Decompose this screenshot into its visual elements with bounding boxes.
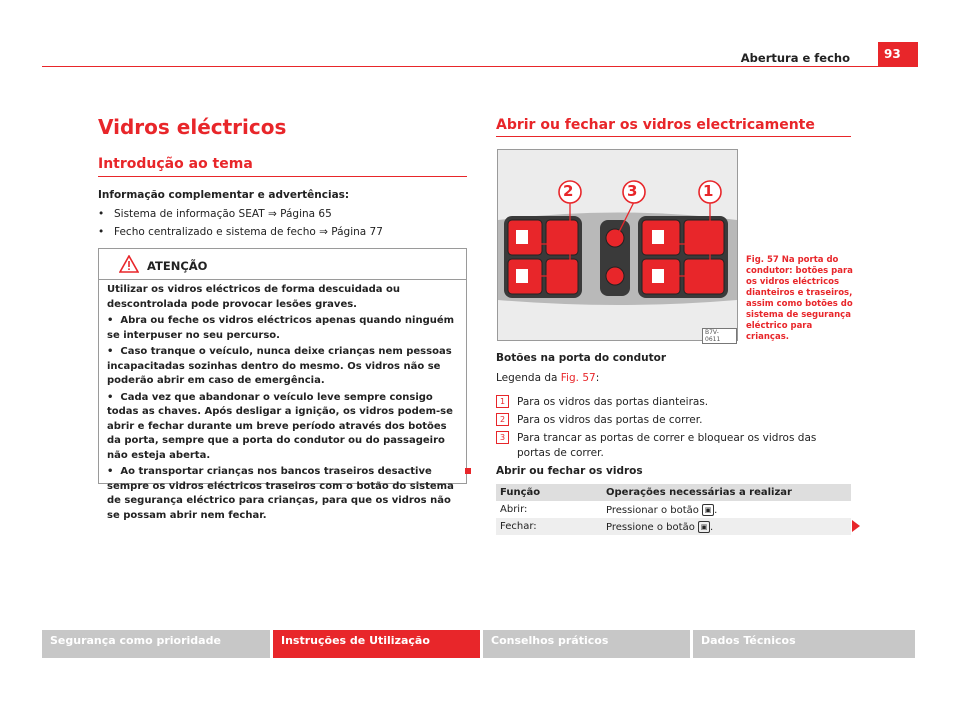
intro-text: Informação complementar e advertências: xyxy=(98,189,350,201)
window-switch-panel-illustration xyxy=(498,150,737,340)
window-button-icon: ▣ xyxy=(698,521,710,533)
legend-item xyxy=(496,413,847,428)
callout-2: 2 xyxy=(563,182,574,200)
callout-3: 3 xyxy=(627,182,638,200)
section-rule xyxy=(496,136,851,137)
bullet-text: Sistema de informação SEAT ⇒ Página 65 xyxy=(114,208,332,220)
warning-item: • Ao transportar crianças nos bancos traseiros desactive sempre os vidros eléctricos traseiros com o botão do sistema de segurança eléctrico para crianças, para que os vidros não se possam abrir nem fechar. xyxy=(107,466,454,521)
continue-arrow-icon xyxy=(852,520,860,532)
legend-number: 1 xyxy=(496,395,509,408)
bullet-dot-icon: • xyxy=(107,466,121,477)
footer-tab-safety[interactable]: Segurança como prioridade xyxy=(42,630,270,658)
legend-intro: Legenda da Fig. 57: xyxy=(496,372,600,384)
table-cell: Fechar: xyxy=(500,521,537,532)
subtitle-rule xyxy=(98,176,467,177)
bullet-dot-icon: • xyxy=(98,208,105,220)
window-button-icon: ▣ xyxy=(702,504,714,516)
warning-title: ATENÇÃO xyxy=(147,259,208,273)
legend-number: 3 xyxy=(496,431,509,444)
header-rule xyxy=(42,66,918,67)
table-cell: Pressionar o botão ▣ . xyxy=(606,504,718,516)
page-number: 93 xyxy=(878,42,918,66)
warning-item: • Cada vez que abandonar o veículo leve sempre consigo todas as chaves. Após desligar a ignição, os vidros podem-se abrir e fechar durante um breve período através dos botões da porta, sempre que a porta do condutor ou do passageiro não esteja aberta. xyxy=(107,391,453,461)
table-heading: Abrir ou fechar os vidros xyxy=(496,465,643,477)
figure-code: B7V-0611 xyxy=(702,328,737,344)
table-header-row xyxy=(496,484,851,501)
bullet-dot-icon: • xyxy=(107,391,121,403)
section-title: Abrir ou fechar os vidros electricamente xyxy=(496,117,815,133)
footer-tab-instructions[interactable]: Instruções de Utilização xyxy=(273,630,480,658)
legend-text: Para os vidros das portas dianteiras. xyxy=(517,396,709,408)
table-header-cell: Função xyxy=(500,487,541,498)
legend-number: 2 xyxy=(496,413,509,426)
legend-text: Para os vidros das portas de correr. xyxy=(517,414,703,426)
callout-1: 1 xyxy=(703,182,714,200)
table-cell: Pressione o botão ▣ . xyxy=(606,521,714,533)
bullet-item[interactable] xyxy=(98,226,383,238)
table-cell: Abrir: xyxy=(500,504,528,515)
section-subtitle: Introdução ao tema xyxy=(98,156,253,172)
table-header-cell: Operações necessárias a realizar xyxy=(606,487,792,498)
footer-tab-technical[interactable]: Dados Técnicos xyxy=(693,630,915,658)
legend-text: Para trancar as portas de correr e bloquear os vidros das portas de correr. xyxy=(517,432,817,459)
warning-item: • Abra ou feche os vidros eléctricos apenas quando ninguém se interpuser no seu percurso. xyxy=(107,315,455,341)
page-title: Vidros eléctricos xyxy=(98,115,287,139)
operations-table xyxy=(496,484,851,535)
bullet-dot-icon: • xyxy=(107,315,121,326)
figure-caption: Fig. 57 Na porta do condutor: botões para os vidros eléctricos dianteiros e traseiros, assim como botões do sistema de segurança eléctrico para crianças. xyxy=(746,255,853,342)
footer-nav xyxy=(42,630,918,658)
warning-triangle-icon xyxy=(119,255,139,273)
bullet-dot-icon: • xyxy=(107,346,121,357)
warning-body xyxy=(107,283,461,525)
bullet-item[interactable] xyxy=(98,208,332,220)
legend-item xyxy=(496,395,847,410)
table-row xyxy=(496,501,851,518)
figure-link[interactable]: Fig. 57 xyxy=(560,372,596,384)
buttons-heading: Botões na porta do condutor xyxy=(496,352,667,364)
header-section-title: Abertura e fecho xyxy=(740,51,850,65)
end-marker-icon xyxy=(465,468,471,474)
warning-lead: Utilizar os vidros eléctricos de forma descuidada ou descontrolada pode provocar lesões graves. xyxy=(107,284,400,310)
warning-header xyxy=(99,249,466,280)
warning-box xyxy=(98,248,467,521)
legend-item xyxy=(496,431,847,461)
bullet-text: Fecho centralizado e sistema de fecho ⇒ Página 77 xyxy=(114,226,383,238)
footer-tab-tips[interactable]: Conselhos práticos xyxy=(483,630,690,658)
table-row xyxy=(496,518,851,535)
warning-item: • Caso tranque o veículo, nunca deixe crianças nem pessoas incapacitadas sozinhas dentro do mesmo. Os vidros não se poderão abrir em caso de emergência. xyxy=(107,346,452,386)
figure-window-switches xyxy=(497,149,738,341)
bullet-dot-icon: • xyxy=(98,226,105,238)
